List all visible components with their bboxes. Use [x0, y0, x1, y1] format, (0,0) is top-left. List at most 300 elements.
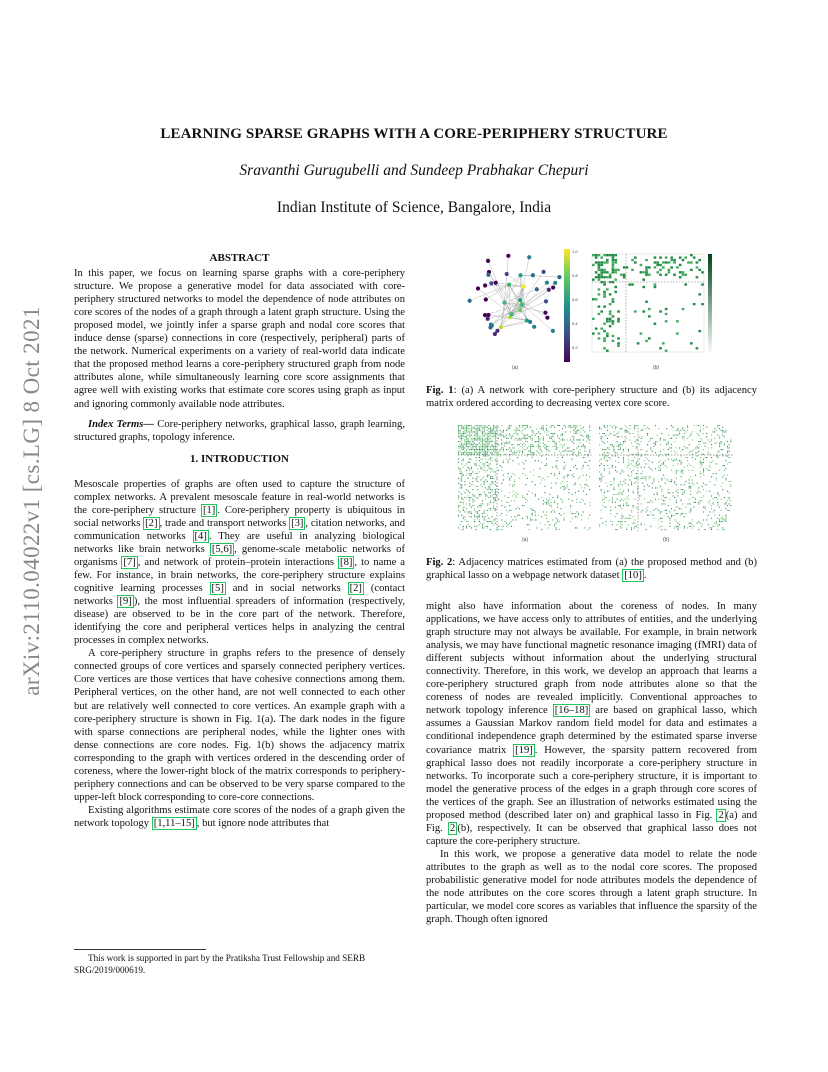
matrix-dot [546, 503, 547, 504]
matrix-dot [610, 459, 611, 460]
matrix-dot [490, 449, 491, 450]
matrix-dot [719, 436, 720, 437]
matrix-dot [490, 459, 491, 460]
matrix-dot [687, 527, 688, 528]
matrix-dot [476, 478, 477, 479]
matrix-dot [669, 523, 670, 524]
matrix-cell [609, 313, 612, 315]
matrix-dot [645, 529, 646, 530]
matrix-dot [477, 452, 478, 453]
matrix-dot [623, 457, 624, 458]
matrix-dot [501, 529, 502, 530]
matrix-dot [623, 443, 624, 444]
matrix-dot [722, 430, 723, 431]
citation-link[interactable]: [19] [515, 744, 533, 756]
matrix-dot [552, 446, 553, 447]
matrix-dot [484, 447, 485, 448]
matrix-dot [471, 468, 472, 469]
matrix-dot [708, 524, 709, 525]
adjacency-matrix-proposed [458, 425, 592, 531]
matrix-dot [709, 503, 710, 504]
matrix-dot [583, 444, 584, 445]
matrix-dot [576, 516, 577, 517]
matrix-dot [634, 467, 635, 468]
matrix-dot [517, 457, 518, 458]
matrix-cell [642, 286, 645, 288]
matrix-dot [701, 439, 702, 440]
matrix-dot [661, 489, 662, 490]
matrix-dot [681, 513, 682, 514]
matrix-dot [516, 492, 517, 493]
matrix-dot [719, 443, 720, 444]
matrix-dot [677, 527, 678, 528]
matrix-dot [560, 487, 561, 488]
matrix-dot [469, 431, 470, 432]
matrix-dot [488, 497, 489, 498]
matrix-dot [564, 519, 565, 520]
matrix-dot [546, 502, 547, 503]
matrix-dot [621, 444, 622, 445]
matrix-dot [524, 425, 525, 426]
matrix-dot [578, 439, 579, 440]
matrix-dot [482, 468, 483, 469]
matrix-cell [603, 340, 606, 342]
matrix-dot [472, 447, 473, 448]
matrix-dot [492, 489, 493, 490]
matrix-dot [472, 495, 473, 496]
matrix-dot [576, 447, 577, 448]
matrix-dot [576, 427, 577, 428]
matrix-dot [690, 491, 691, 492]
matrix-cell [617, 320, 620, 322]
matrix-dot [689, 523, 690, 524]
matrix-dot [711, 457, 712, 458]
matrix-dot [512, 473, 513, 474]
matrix-dot [548, 503, 549, 504]
matrix-dot [676, 471, 677, 472]
matrix-dot [698, 491, 699, 492]
matrix-dot [460, 436, 461, 437]
matrix-cell [612, 271, 615, 273]
matrix-dot [488, 444, 489, 445]
matrix-dot [711, 435, 712, 436]
matrix-dot [519, 478, 520, 479]
matrix-dot [567, 481, 568, 482]
matrix-dot [722, 454, 723, 455]
matrix-dot [669, 511, 670, 512]
matrix-dot [466, 436, 467, 437]
citation-link[interactable]: [4] [194, 530, 207, 542]
matrix-cell [693, 303, 696, 305]
matrix-dot [636, 507, 637, 508]
matrix-dot [482, 431, 483, 432]
matrix-dot [703, 495, 704, 496]
matrix-dot [655, 443, 656, 444]
matrix-dot [663, 463, 664, 464]
matrix-dot [698, 425, 699, 426]
matrix-dot [727, 441, 728, 442]
graph-node [468, 299, 472, 303]
graph-node [543, 311, 547, 315]
matrix-dot [564, 439, 565, 440]
matrix-dot [522, 505, 523, 506]
matrix-dot [692, 483, 693, 484]
matrix-dot [482, 516, 483, 517]
matrix-dot [682, 449, 683, 450]
matrix-dot [540, 438, 541, 439]
matrix-cell [598, 266, 601, 268]
matrix-dot [636, 446, 637, 447]
matrix-dot [495, 510, 496, 511]
matrix-dot [663, 500, 664, 501]
matrix-dot [461, 428, 462, 429]
matrix-dot [522, 438, 523, 439]
matrix-dot [530, 471, 531, 472]
matrix-dot [458, 507, 459, 508]
matrix-dot [487, 515, 488, 516]
matrix-dot [472, 431, 473, 432]
matrix-dot [477, 430, 478, 431]
matrix-dot [495, 518, 496, 519]
matrix-dot [464, 428, 465, 429]
matrix-dot [493, 502, 494, 503]
matrix-dot [511, 516, 512, 517]
graph-node [532, 325, 536, 329]
matrix-dot [631, 511, 632, 512]
matrix-dot [546, 435, 547, 436]
matrix-dot [479, 439, 480, 440]
matrix-dot [722, 519, 723, 520]
matrix-dot [487, 470, 488, 471]
citation-link[interactable]: [2] [145, 517, 158, 529]
matrix-dot [485, 459, 486, 460]
matrix-dot [609, 473, 610, 474]
matrix-dot [652, 502, 653, 503]
matrix-cell [592, 254, 595, 256]
matrix-cell [595, 276, 598, 278]
matrix-dot [471, 430, 472, 431]
matrix-dot [527, 447, 528, 448]
matrix-dot [719, 515, 720, 516]
matrix-dot [472, 428, 473, 429]
matrix-dot [697, 523, 698, 524]
matrix-dot [621, 516, 622, 517]
graph-node [509, 312, 513, 316]
matrix-dot [461, 425, 462, 426]
matrix-cell [614, 254, 617, 256]
matrix-dot [471, 511, 472, 512]
matrix-dot [458, 436, 459, 437]
matrix-dot [463, 529, 464, 530]
matrix-dot [626, 438, 627, 439]
matrix-dot [487, 527, 488, 528]
matrix-dot [615, 467, 616, 468]
matrix-dot [677, 470, 678, 471]
matrix-dot [647, 459, 648, 460]
matrix-dot [482, 451, 483, 452]
matrix-dot [661, 518, 662, 519]
matrix-dot [716, 473, 717, 474]
matrix-cell [600, 310, 603, 312]
matrix-dot [621, 470, 622, 471]
matrix-dot [463, 499, 464, 500]
matrix-dot [583, 500, 584, 501]
matrix-dot [487, 447, 488, 448]
matrix-dot [578, 454, 579, 455]
matrix-dot [689, 452, 690, 453]
matrix-dot [613, 431, 614, 432]
matrix-dot [713, 473, 714, 474]
matrix-dot [719, 507, 720, 508]
citation-link[interactable]: [10] [624, 570, 642, 582]
matrix-dot [677, 428, 678, 429]
figure-1-caption: Fig. 1: (a) A network with core-periphery structure and (b) its adjacency matrix ordered according to decreasing vertex core score. [426, 385, 757, 410]
matrix-dot [495, 444, 496, 445]
matrix-dot [477, 507, 478, 508]
matrix-dot [621, 518, 622, 519]
matrix-dot [458, 483, 459, 484]
matrix-dot [581, 515, 582, 516]
matrix-dot [460, 430, 461, 431]
matrix-dot [480, 425, 481, 426]
matrix-dot [644, 489, 645, 490]
matrix-dot [460, 425, 461, 426]
matrix-cell [662, 261, 665, 263]
matrix-dot [631, 527, 632, 528]
matrix-dot [474, 446, 475, 447]
matrix-cell [693, 256, 696, 258]
matrix-dot [461, 529, 462, 530]
matrix-dot [463, 467, 464, 468]
matrix-dot [509, 478, 510, 479]
matrix-dot [565, 465, 566, 466]
matrix-dot [543, 436, 544, 437]
matrix-dot [493, 433, 494, 434]
matrix-dot [530, 449, 531, 450]
matrix-dot [671, 516, 672, 517]
matrix-dot [463, 527, 464, 528]
matrix-dot [468, 513, 469, 514]
matrix-dot [516, 495, 517, 496]
matrix-dot [725, 479, 726, 480]
matrix-dot [717, 492, 718, 493]
matrix-dot [485, 462, 486, 463]
matrix-dot [543, 446, 544, 447]
matrix-dot [724, 475, 725, 476]
matrix-dot [599, 471, 600, 472]
matrix-dot [477, 476, 478, 477]
matrix-dot [476, 473, 477, 474]
matrix-cell [595, 256, 598, 258]
matrix-dot [469, 443, 470, 444]
citation-link[interactable]: [7] [123, 556, 136, 568]
matrix-dot [463, 444, 464, 445]
matrix-dot [621, 494, 622, 495]
matrix-dot [516, 427, 517, 428]
matrix-dot [588, 436, 589, 437]
matrix-dot [472, 481, 473, 482]
matrix-dot [636, 465, 637, 466]
matrix-dot [466, 449, 467, 450]
matrix-dot [548, 435, 549, 436]
matrix-dot [554, 511, 555, 512]
matrix-dot [620, 489, 621, 490]
matrix-cell [598, 254, 601, 256]
matrix-dot [576, 425, 577, 426]
matrix-dot [463, 475, 464, 476]
matrix-dot [493, 449, 494, 450]
matrix-dot [714, 515, 715, 516]
matrix-dot [716, 443, 717, 444]
matrix-dot [700, 462, 701, 463]
matrix-dot [463, 435, 464, 436]
matrix-dot [572, 459, 573, 460]
matrix-dot [480, 467, 481, 468]
matrix-dot [557, 436, 558, 437]
figure-ref-link[interactable]: 2 [718, 809, 724, 821]
matrix-dot [548, 502, 549, 503]
matrix-dot [479, 427, 480, 428]
citation-link[interactable]: [1] [202, 504, 216, 516]
matrix-dot [508, 502, 509, 503]
citation-link[interactable]: [5,6] [211, 543, 233, 555]
figure-ref-link[interactable]: 2 [450, 822, 456, 834]
matrix-dot [487, 427, 488, 428]
matrix-dot [625, 425, 626, 426]
citation-link[interactable]: [1,11–15] [153, 817, 195, 829]
matrix-dot [511, 500, 512, 501]
matrix-dot [474, 439, 475, 440]
matrix-dot [543, 428, 544, 429]
matrix-dot [514, 481, 515, 482]
matrix-dot [487, 439, 488, 440]
matrix-dot [705, 529, 706, 530]
matrix-dot [645, 428, 646, 429]
matrix-dot [477, 489, 478, 490]
matrix-dot [620, 473, 621, 474]
matrix-dot [584, 457, 585, 458]
matrix-dot [487, 489, 488, 490]
citation-link[interactable]: [9] [119, 596, 132, 608]
matrix-dot [554, 446, 555, 447]
matrix-dot [506, 441, 507, 442]
matrix-dot [495, 438, 496, 439]
matrix-dot [604, 449, 605, 450]
matrix-dot [609, 500, 610, 501]
matrix-dot [546, 454, 547, 455]
matrix-dot [701, 462, 702, 463]
matrix-dot [484, 476, 485, 477]
matrix-dot [546, 515, 547, 516]
matrix-dot [601, 489, 602, 490]
matrix-dot [647, 510, 648, 511]
matrix-dot [530, 447, 531, 448]
matrix-dot [471, 439, 472, 440]
matrix-dot [508, 460, 509, 461]
citation-link[interactable]: [5] [211, 583, 224, 595]
matrix-dot [538, 444, 539, 445]
matrix-dot [583, 465, 584, 466]
matrix-dot [468, 439, 469, 440]
matrix-dot [474, 510, 475, 511]
matrix-dot [477, 431, 478, 432]
matrix-cell [665, 313, 668, 315]
matrix-dot [463, 449, 464, 450]
matrix-dot [692, 439, 693, 440]
matrix-dot [528, 451, 529, 452]
matrix-dot [488, 433, 489, 434]
matrix-dot [730, 481, 731, 482]
matrix-dot [713, 499, 714, 500]
citation-link[interactable]: [3] [291, 517, 304, 529]
matrix-dot [668, 489, 669, 490]
matrix-dot [504, 443, 505, 444]
matrix-dot [498, 435, 499, 436]
matrix-dot [628, 491, 629, 492]
graph-node [489, 281, 493, 285]
matrix-dot [692, 454, 693, 455]
matrix-dot [474, 454, 475, 455]
matrix-dot [650, 526, 651, 527]
matrix-dot [724, 436, 725, 437]
matrix-dot [477, 486, 478, 487]
matrix-dot [524, 435, 525, 436]
matrix-dot [641, 478, 642, 479]
matrix-dot [615, 470, 616, 471]
matrix-dot [576, 439, 577, 440]
matrix-dot [605, 521, 606, 522]
affiliation: Indian Institute of Science, Bangalore, India [276, 199, 552, 216]
matrix-dot [493, 508, 494, 509]
matrix-cell [654, 286, 657, 288]
graph-edge [478, 289, 511, 315]
matrix-dot [474, 452, 475, 453]
matrix-cell [684, 274, 687, 276]
matrix-dot [559, 451, 560, 452]
matrix-dot [544, 444, 545, 445]
matrix-dot [644, 524, 645, 525]
matrix-dot [495, 481, 496, 482]
matrix-dot [548, 446, 549, 447]
matrix-dot [693, 449, 694, 450]
matrix-dot [485, 425, 486, 426]
matrix-dot [722, 518, 723, 519]
matrix-dot [511, 510, 512, 511]
matrix-dot [636, 439, 637, 440]
matrix-dot [552, 435, 553, 436]
matrix-dot [665, 529, 666, 530]
matrix-dot [642, 483, 643, 484]
citation-link[interactable]: [2] [349, 583, 362, 595]
matrix-dot [567, 451, 568, 452]
matrix-dot [669, 519, 670, 520]
citation-link[interactable]: [8] [340, 556, 353, 568]
matrix-dot [572, 441, 573, 442]
matrix-cell [598, 276, 601, 278]
matrix-dot [463, 454, 464, 455]
matrix-dot [708, 470, 709, 471]
matrix-dot [709, 511, 710, 512]
matrix-dot [570, 470, 571, 471]
matrix-dot [506, 523, 507, 524]
matrix-dot [484, 467, 485, 468]
matrix-dot [511, 449, 512, 450]
figure-2-graphic [455, 423, 755, 545]
matrix-dot [527, 478, 528, 479]
matrix-dot [527, 524, 528, 525]
matrix-cell [609, 293, 612, 295]
citation-link[interactable]: [16–18] [554, 705, 589, 717]
